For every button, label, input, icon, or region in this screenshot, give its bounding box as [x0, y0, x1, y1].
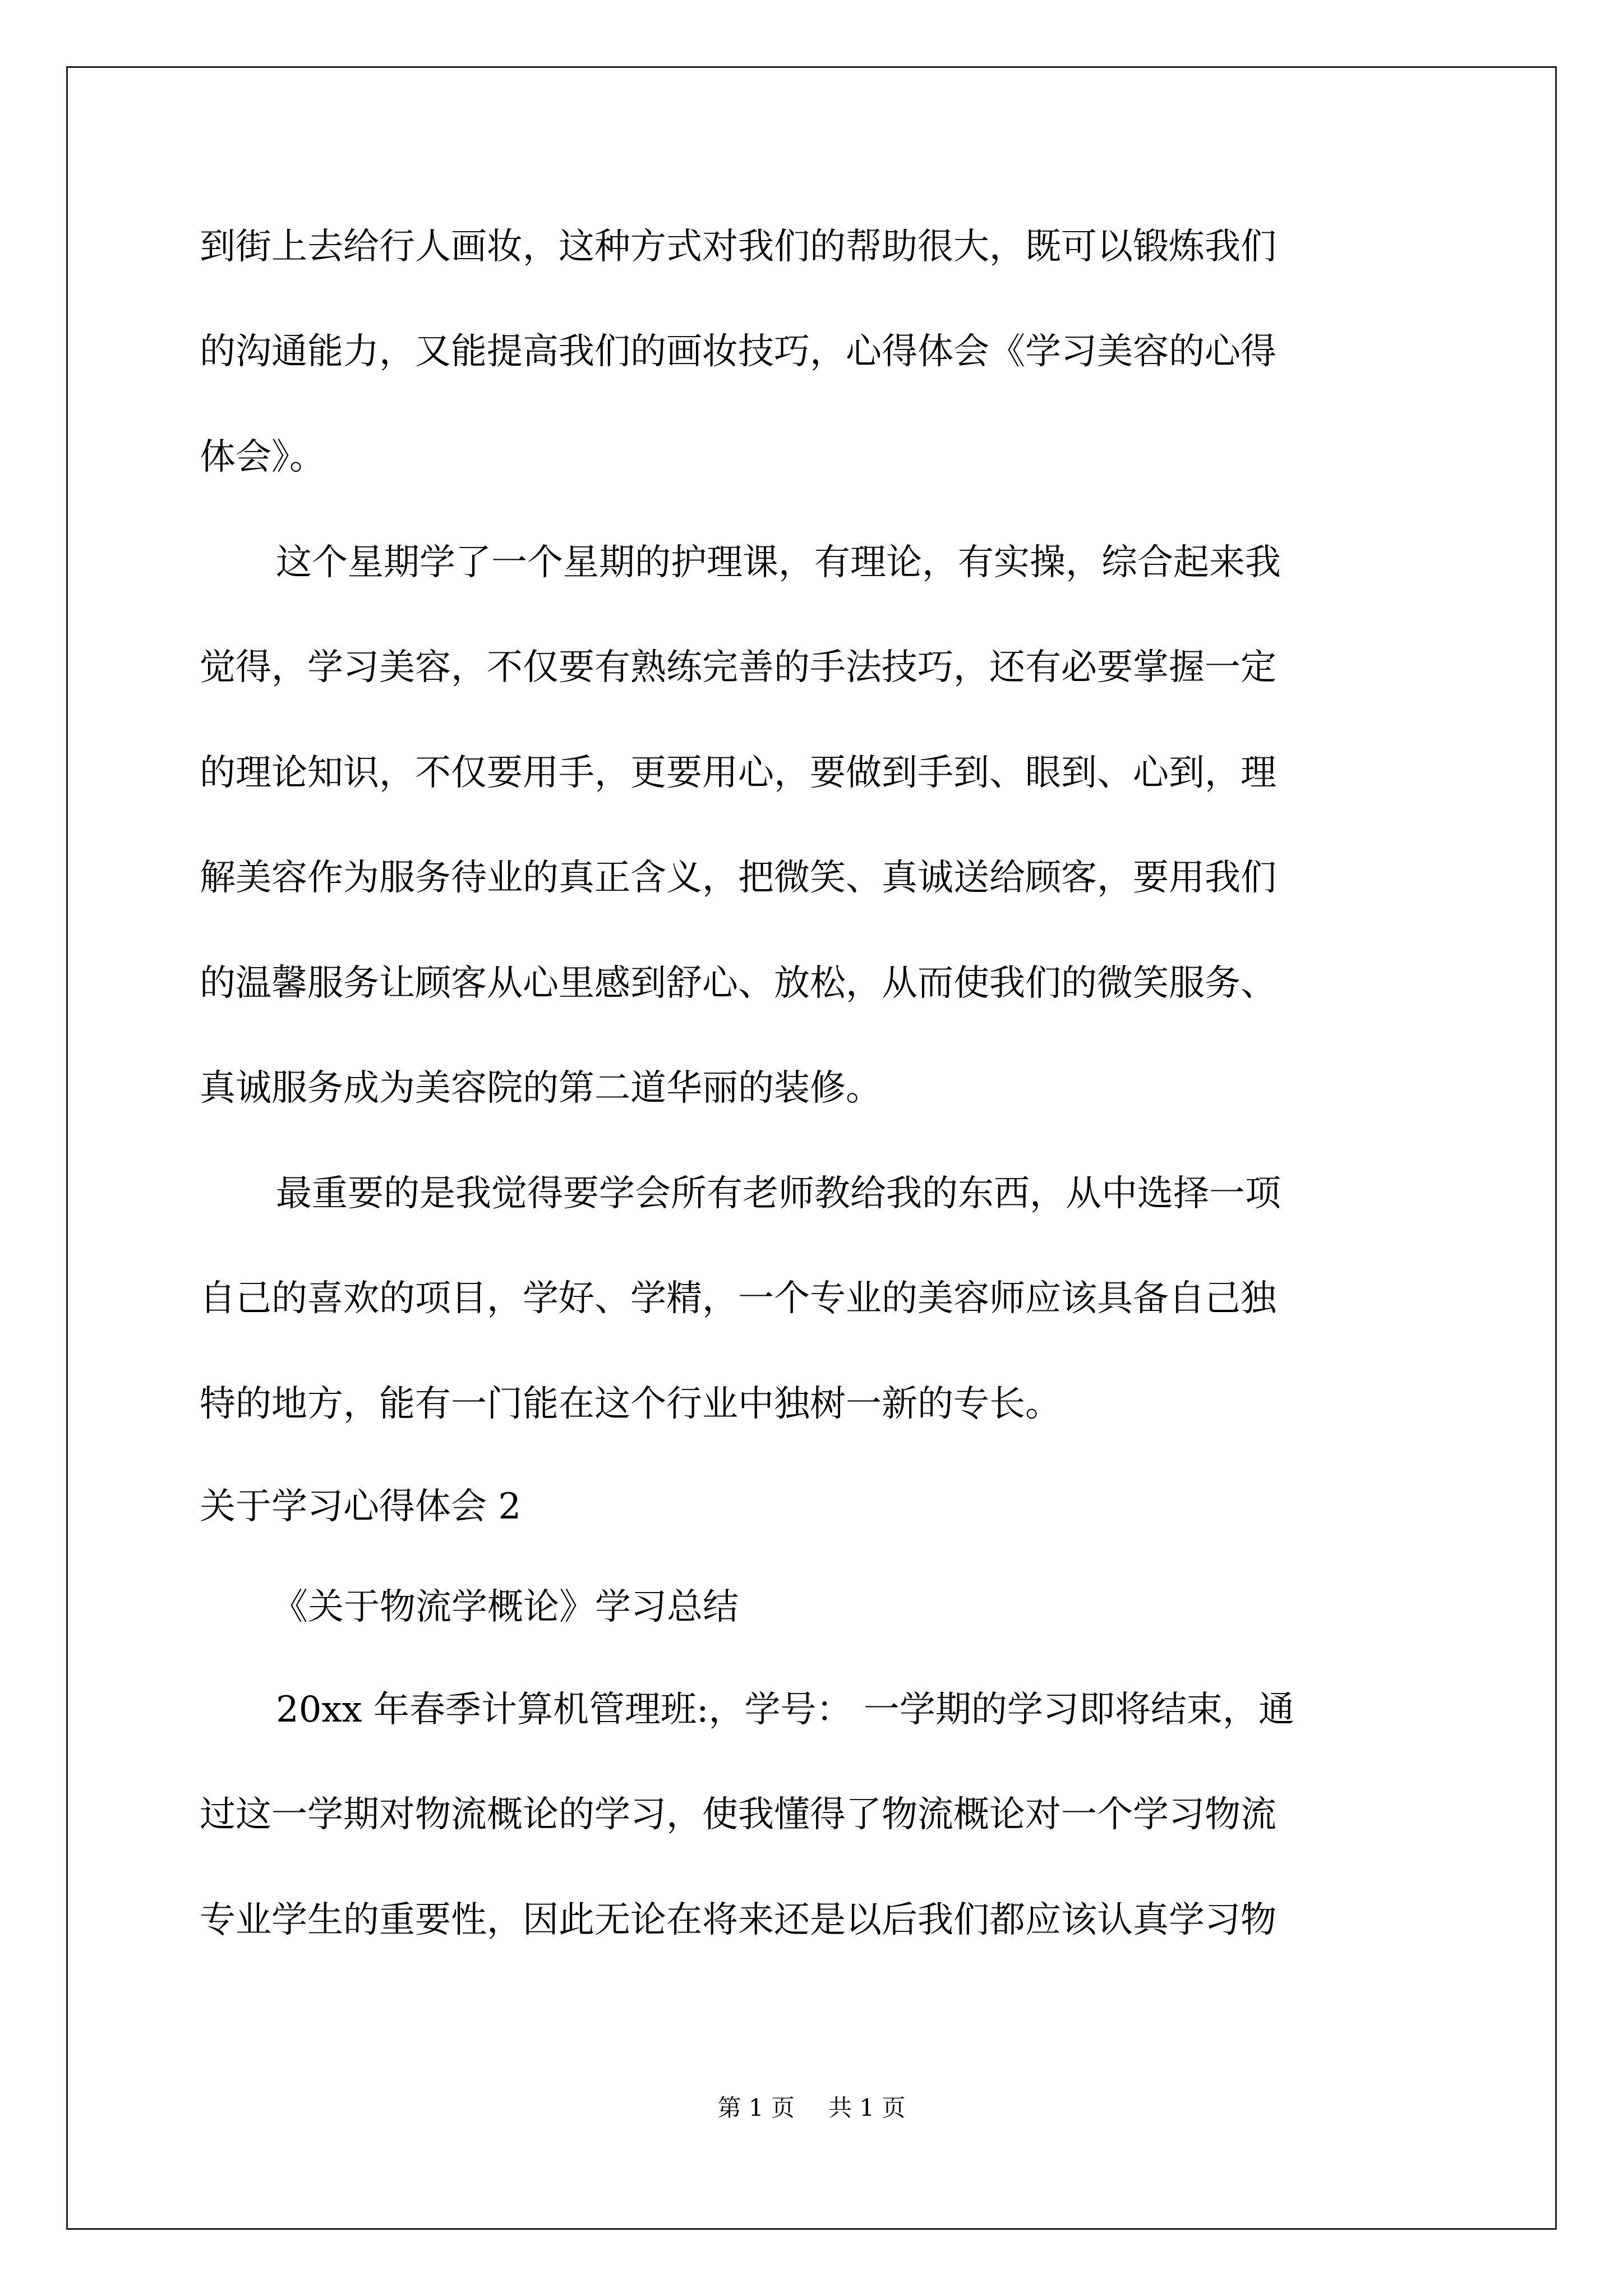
paragraph-1-line-3: 体会》。	[200, 436, 325, 478]
paragraph-2-line-1: 这个星期学了一个星期的护理课，有理论，有实操，综合起来我	[276, 542, 1281, 583]
page-footer	[0, 2091, 1623, 2125]
paragraph-2-line-4: 解美容作为服务待业的真正含义，把微笑、真诚送给顾客，要用我们	[200, 857, 1276, 899]
paragraph-1-line-2: 的沟通能力，又能提高我们的画妆技巧，心得体会《学习美容的心得	[200, 331, 1276, 372]
paragraph-2-line-6: 真诚服务成为美容院的第二道华丽的装修。	[200, 1068, 882, 1109]
paragraph-1-line-1: 到街上去给行人画妆，这种方式对我们的帮助很大，既可以锻炼我们	[200, 226, 1276, 268]
paragraph-3-line-2: 自己的喜欢的项目，学好、学精，一个专业的美容师应该具备自己独	[200, 1278, 1276, 1319]
paragraph-2-line-3: 的理论知识，不仅要用手，更要用心，要做到手到、眼到、心到，理	[200, 752, 1276, 794]
paragraph-3-line-1: 最重要的是我觉得要学会所有老师教给我的东西，从中选择一项	[276, 1173, 1281, 1214]
page-number-label: 第 1 页	[717, 2094, 795, 2122]
paragraph-4-line-2: 过这一学期对物流概论的学习，使我懂得了物流概论对一个学习物流	[200, 1794, 1276, 1835]
total-pages-label: 共 1 页	[828, 2094, 906, 2122]
paragraph-4-line-3: 专业学生的重要性，因此无论在将来还是以后我们都应该认真学习物	[200, 1899, 1276, 1941]
paragraph-4-line-1: 20xx 年春季计算机管理班:，学号： 一学期的学习即将结束，通	[276, 1689, 1294, 1731]
article-title: 《关于物流学概论》学习总结	[272, 1586, 739, 1628]
section-heading: 关于学习心得体会 2	[200, 1486, 522, 1527]
paragraph-2-line-5: 的温馨服务让顾客从心里感到舒心、放松，从而使我们的微笑服务、	[200, 963, 1276, 1004]
paragraph-2-line-2: 觉得，学习美容，不仅要有熟练完善的手法技巧，还有必要掌握一定	[200, 647, 1276, 688]
paragraph-3-line-3: 特的地方，能有一门能在这个行业中独树一新的专长。	[200, 1383, 1061, 1425]
